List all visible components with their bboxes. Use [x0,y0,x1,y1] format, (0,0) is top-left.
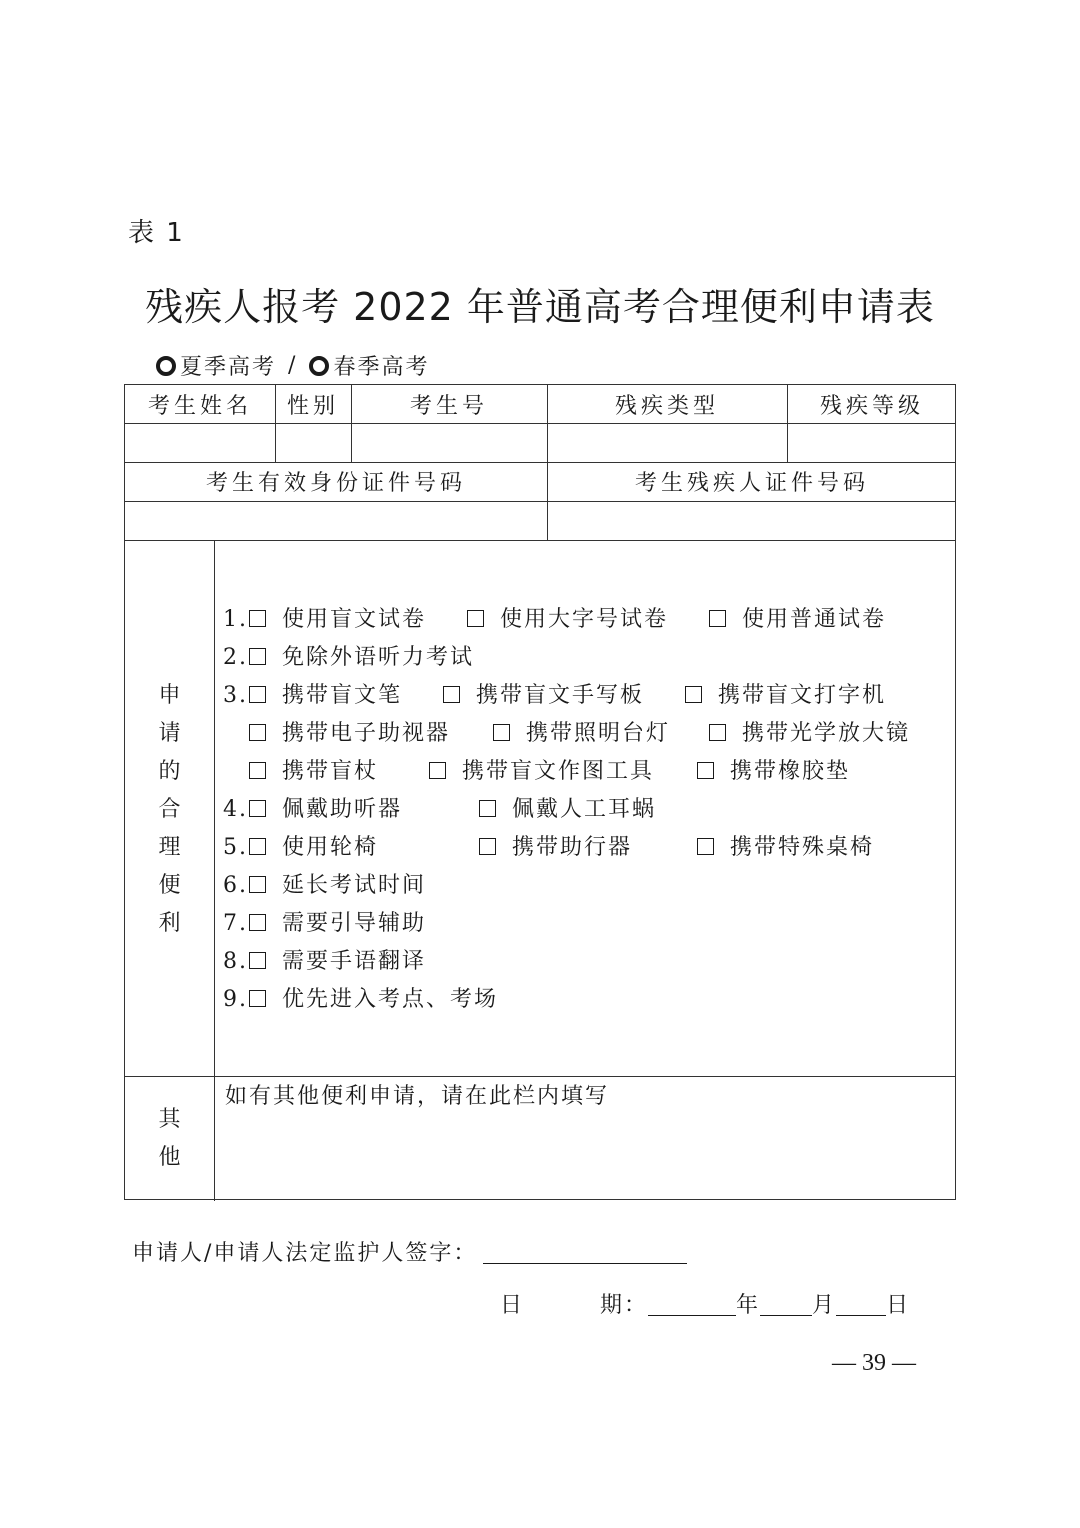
header-gender: 性别 [286,393,339,419]
option-label: 携带盲文作图工具 [462,759,655,784]
option-electronic-magnifier[interactable] [249,715,450,753]
month-label: 月 [812,1293,837,1318]
exam-type-options [156,350,429,381]
checkbox-icon[interactable] [443,686,460,703]
option-hearing-aid[interactable] [249,791,402,829]
option-number: 2. [223,645,248,670]
option-number: 4. [223,797,248,822]
section-label-accommodations [125,677,214,943]
option-label: 携带特殊桌椅 [730,835,875,860]
signature-field[interactable] [483,1241,687,1264]
signature-line [132,1236,687,1267]
option-number: 9. [223,987,248,1012]
option-label: 需要引导辅助 [282,911,427,936]
checkbox-icon[interactable] [249,686,266,703]
option-label: 需要手语翻译 [282,949,427,974]
other-request-field[interactable] [225,1079,609,1110]
option-cochlear-implant[interactable] [479,791,656,829]
option-label: 携带盲文笔 [282,683,403,708]
header-student-name: 考生姓名 [147,393,252,419]
gender-field[interactable] [275,423,351,462]
checkbox-icon[interactable] [493,724,510,741]
header-disability-cert-number: 考生残疾人证件号码 [634,471,869,496]
option-label: 佩戴人工耳蜗 [512,797,657,822]
section-label-other [125,1101,214,1177]
option-extend-time[interactable] [249,867,426,905]
student-name-field[interactable] [125,423,275,462]
checkbox-icon[interactable] [249,800,266,817]
option-label: 携带电子助视器 [282,721,451,746]
checkbox-icon[interactable] [709,610,726,627]
option-white-cane[interactable] [249,753,378,791]
option-optical-magnifier[interactable] [709,715,910,753]
date-label-qi: 期： [600,1293,649,1318]
option-number: 5. [223,835,248,860]
checkbox-icon[interactable] [249,610,266,627]
option-number: 3. [223,683,248,708]
option-label: 携带盲杖 [282,759,379,784]
year-label: 年 [736,1293,761,1318]
checkbox-icon[interactable] [249,762,266,779]
option-label: 携带盲文打字机 [718,683,887,708]
disability-level-field[interactable] [787,423,957,462]
option-number: 8. [223,949,248,974]
option-rubber-mat[interactable] [697,753,850,791]
option-guide-assistance[interactable] [249,905,426,943]
option-label: 使用盲文试卷 [282,607,427,632]
checkbox-icon[interactable] [249,952,266,969]
spring-exam-label: 春季高考 [333,355,430,380]
option-braille-pen[interactable] [249,677,402,715]
checkbox-icon[interactable] [249,724,266,741]
option-label: 携带助行器 [512,835,633,860]
checkbox-icon[interactable] [249,648,266,665]
other-label-text: 其他 [158,1107,181,1170]
option-label: 免除外语听力考试 [282,645,475,670]
option-label: 使用普通试卷 [742,607,887,632]
option-wheelchair[interactable] [249,829,378,867]
option-label: 优先进入考点、考场 [282,987,499,1012]
page-number: — 39 — [832,1350,916,1376]
exam-separator: / [288,353,298,378]
option-walker[interactable] [479,829,632,867]
checkbox-icon[interactable] [467,610,484,627]
option-braille-drawing-tools[interactable] [429,753,654,791]
option-desk-lamp[interactable] [493,715,670,753]
checkbox-icon[interactable] [479,800,496,817]
option-label: 携带橡胶垫 [730,759,851,784]
option-priority-entry[interactable] [249,981,498,1019]
disability-cert-number-field[interactable] [547,501,957,540]
checkbox-icon[interactable] [479,838,496,855]
option-label: 延长考试时间 [282,873,427,898]
month-field[interactable] [760,1293,812,1316]
date-line [500,1288,910,1319]
day-field[interactable] [836,1293,886,1316]
option-braille-typewriter[interactable] [685,677,886,715]
header-id-number: 考生有效身份证件号码 [205,471,466,496]
id-number-field[interactable] [125,501,547,540]
option-label: 携带盲文手写板 [476,683,645,708]
section-label-text: 申请的合理便利 [158,683,181,936]
checkbox-icon[interactable] [685,686,702,703]
option-label: 使用大字号试卷 [500,607,669,632]
disability-type-field[interactable] [547,423,787,462]
day-label: 日 [886,1293,911,1318]
summer-exam-label: 夏季高考 [180,355,277,380]
option-label: 携带光学放大镜 [742,721,911,746]
checkbox-icon[interactable] [709,724,726,741]
checkbox-icon[interactable] [249,990,266,1007]
date-label-ri: 日 [500,1293,525,1318]
header-disability-level: 残疾等级 [819,393,924,419]
option-label: 佩戴助听器 [282,797,403,822]
option-waive-listening[interactable] [249,639,474,677]
checkbox-icon[interactable] [249,838,266,855]
spring-radio-icon[interactable] [309,356,329,376]
student-number-field[interactable] [351,423,547,462]
checkbox-icon[interactable] [249,914,266,931]
option-label: 使用轮椅 [282,835,379,860]
checkbox-icon[interactable] [697,762,714,779]
option-number: 1. [223,607,248,632]
other-hint-text: 如有其他便利申请，请在此栏内填写 [225,1084,610,1109]
page-title: 残疾人报考 2022 年普通高考合理便利申请表 [145,285,935,329]
option-label: 携带照明台灯 [526,721,671,746]
checkbox-icon[interactable] [429,762,446,779]
checkbox-icon[interactable] [697,838,714,855]
header-student-number: 考生号 [409,393,488,419]
option-braille-slate[interactable] [443,677,644,715]
option-sign-language[interactable] [249,943,426,981]
summer-radio-icon[interactable] [156,356,176,376]
signature-label: 申请人/申请人法定监护人签字： [132,1241,478,1266]
application-form-table [124,384,956,1200]
table-label: 表 1 [128,218,185,248]
option-regular-paper[interactable] [709,601,886,639]
option-blind-paper[interactable] [249,601,426,639]
option-number: 7. [223,911,248,936]
year-field[interactable] [648,1293,736,1316]
option-number: 6. [223,873,248,898]
header-disability-type: 残疾类型 [614,393,719,419]
option-special-desk-chair[interactable] [697,829,874,867]
option-large-print-paper[interactable] [467,601,668,639]
checkbox-icon[interactable] [249,876,266,893]
